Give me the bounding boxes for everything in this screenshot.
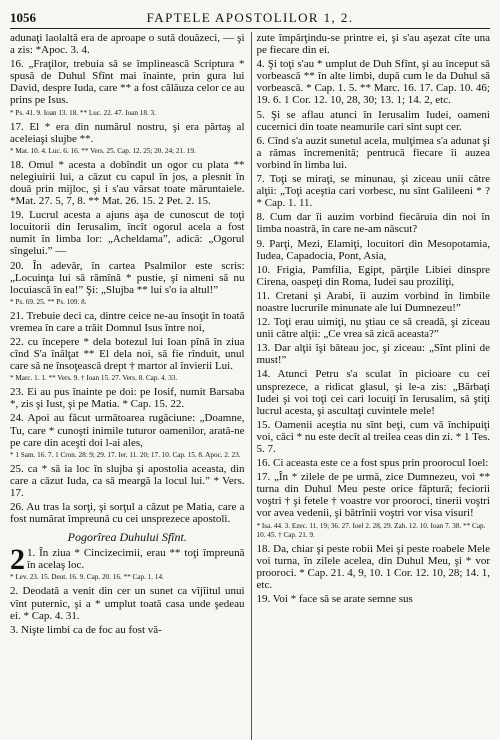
verse: 21. Trebuie deci ca, dintre ceice ne-au însoţit în toată vremea în care a trăit Domnul Isus între noi, <box>10 309 245 334</box>
verse: 11. Cretani şi Arabi, îi auzim vorbind în limbile noastre lucrurile minunate ale lui Dumnezeu!” <box>256 289 490 314</box>
verse: 3. Nişte limbi ca de foc au fost vă- <box>10 623 162 636</box>
cross-reference: * 1 Sam. 16. 7. 1 Cron. 28. 9; 29. 17. Ier. 11. 20; 17. 10. Cap. 15. 8. Apoc. 2. 23. <box>10 450 241 459</box>
verse: 22. cu începere * dela botezul lui Ioan pînă în ziua cînd S'a înălţat ** El dela noi, să fie rînduit, unul care să ne însoţească drept † martor al învierii Lui. <box>10 335 245 373</box>
verse: 25. ca * să ia loc în slujba şi apostolia aceasta, din care a căzut Iuda, ca să meargă la locul lui.” * Vers. 17. <box>10 462 245 499</box>
page-header <box>10 10 490 29</box>
verse: 16. „Fraţilor, trebuia să se împlinească Scriptura * spusă de Duhul Sfînt mai înainte, prin gura lui David, despre Iuda, care ** a fost călăuza celor ce au prins pe Isus. <box>10 58 245 107</box>
verse: 5. Şi se aflau atunci în Ierusalim Iudei, oameni cucernici din toate neamurile cari sînt supt cer. <box>256 108 490 133</box>
left-column <box>10 32 245 740</box>
verse: 19. Voi * face să se arate semne sus <box>256 592 413 605</box>
verse: 4. Şi toţi s'au * umplut de Duh Sfînt, şi au început să vorbească ** în alte limbi, după cum le da Duhul să vorbească. * Cap. 1. 5. ** Marc. 16. 17. Cap. 10. 46; 19. 6. 1 Cor. 12. 10, 28, 30; 13. 1; 14. 2, etc. <box>256 58 490 107</box>
verse: 16. Ci aceasta este ce a fost spus prin proorocul Ioel: <box>256 457 489 470</box>
verse: 23. Ei au pus înainte pe doi: pe Iosif, numit Barsaba *, zis şi Iust, şi pe Matia. * Cap. 15. 22. <box>10 386 245 411</box>
verse: 24. Apoi au făcut următoarea rugăciune: „Doamne, Tu, care * cunoşti inimile tuturor oamenilor, arată-ne pe care din aceşti doi l-ai ales, <box>10 412 245 449</box>
verse: 17. „În * zilele de pe urmă, zice Dumnezeu, voi ** turna din Duhul Meu peste orice făptură; feciorii voştri † şi fetele † voastre vor prooroci, tinerii voştri vor avea vedenii, şi bătrînii voştri vor visa visuri! <box>256 471 490 520</box>
verse: 17. El * era din numărul nostru, şi era părtaş al aceleiaşi slujbe **. <box>10 120 245 145</box>
running-title: FAPTELE APOSTOLILOR 1, 2. <box>146 10 354 25</box>
verse: 19. Lucrul acesta a ajuns aşa de cunoscut de toţi locuitorii din Ierusalim, încît ogorul acela a fost numit în limba lor: „Acheldama”, adică: „Ogorul sîngelui.” — <box>10 209 245 258</box>
verse: 1. În ziua * Cincizecimii, erau ** toţi împreună în acelaş loc. <box>27 547 245 572</box>
cross-reference: * Lev. 23. 15. Deut. 16. 9. Cap. 20. 16. ** Cap. 1. 14. <box>10 573 164 582</box>
verse: zute împărţindu-se printre ei, şi s'au aşezat cîte una pe fiecare din ei. <box>256 32 490 57</box>
verse: 20. În adevăr, în cartea Psalmilor este scris: „Locuinţa lui să rămînă * pustie, şi nimeni să nu locuiască în ea!” Şi: „Slujba ** lui s'o ia altul!” <box>10 259 245 296</box>
cross-reference: * Ps. 69. 25. ** Ps. 109. 8. <box>10 297 87 306</box>
chapter-start <box>10 543 245 577</box>
verse: 8. Cum dar îi auzim vorbind fiecăruia din noi în limba noastră, în care ne-am născut? <box>256 211 490 236</box>
right-column <box>251 32 491 740</box>
cross-reference: * Marc. 1. 1. ** Vers. 9. † Ioan 15. 27. Vers. 8. Cap. 4. 33. <box>10 374 178 383</box>
chapter-number: 2 <box>10 543 25 577</box>
verse: 10. Frigia, Pamfilia, Egipt, părţile Libiei dinspre Cirena, oaspeţi din Roma, Iudei sau proziliţi, <box>256 263 490 288</box>
verse: 18. Da, chiar şi peste robii Mei şi peste roabele Mele voi turna, în zilele acelea, din Duhul Meu, şi * vor prooroci. * Cap. 21. 4, 9, 10. 1 Cor. 12. 10, 28; 14. 1, etc. <box>256 542 490 591</box>
text-columns <box>10 32 490 740</box>
verse: 15. Oamenii aceştia nu sînt beţi, cum vă închipuiţi voi, căci * nu este decît al treilea ceas din zi. * 1 Tes. 5. 7. <box>256 418 490 455</box>
page-number: 1056 <box>10 10 36 25</box>
cross-reference: * Mat. 10. 4. Luc. 6. 16. ** Vers. 25. Cap. 12. 25; 20. 24; 21. 19. <box>10 146 196 155</box>
verse: 18. Omul * acesta a dobîndit un ogor cu plata ** nelegiuirii lui, a căzut cu capul în jos, a plesnit în două prin mijloc, şi i s'au vărsat toate măruntaiele. *Mat. 27. 5, 7, 8. ** Mat. 26. 15. 2 Pet. 2. 15. <box>10 158 245 208</box>
cross-reference: * Isa. 44. 3. Ezec. 11. 19; 36. 27. Ioel 2. 28, 29. Zah. 12. 10. Ioan 7. 38. ** Cap. 10. 45. † Cap. 21. 9. <box>256 521 486 539</box>
verse: 26. Au tras la sorţi, şi sorţul a căzut pe Matia, care a fost numărat împreună cu cei unsprezece apostoli. <box>10 501 245 526</box>
verse: 13. Dar alţii îşi băteau joc, şi ziceau: „Sînt plini de must!” <box>256 342 490 367</box>
verse: 7. Toţi se miraţi, se minunau, şi ziceau unii către alţii: „Toţi aceştia cari vorbesc, nu sînt Galileeni * ? * Cap. 1. 11. <box>256 173 490 210</box>
verse: 12. Toţi erau uimiţi, nu ştiau ce să creadă, şi ziceau unii către alţii: „Ce vrea să zică aceasta?” <box>256 316 490 341</box>
verse: adunaţi laolaltă era de aproape o sută douăzeci, — şi a zis: *Apoc. 3. 4. <box>10 32 245 57</box>
verse: 6. Cînd s'a auzit sunetul acela, mulţimea s'a adunat şi a rămas încremenită; pentrucă fiecare îi auzea vorbind în limba lui. <box>256 134 490 171</box>
verse: 14. Atunci Petru s'a sculat în picioare cu cei unsprezece, a ridicat glasul, şi le-a zis: „Bărbaţi Iudei şi voi toţi cei cari locuiţi în Ierusalim, să ştiţi lucrul acesta, şi ascultaţi cuvintele mele! <box>256 368 490 417</box>
verse: 9. Parţi, Mezi, Elamiţi, locuitori din Mesopotamia, Iudea, Capadocia, Pont, Asia, <box>256 237 490 262</box>
cross-reference: * Ps. 41. 9. Ioan 13. 18. ** Luc. 22. 47. Ioan 18. 3. <box>10 108 156 117</box>
verse: 2. Deodată a venit din cer un sunet ca vîjîitul unui vînt puternic, şi a * umplut toată casa unde şedeau ei. * Cap. 4. 31. <box>10 585 245 622</box>
section-heading: Pogorîrea Duhului Sfînt. <box>67 530 187 545</box>
